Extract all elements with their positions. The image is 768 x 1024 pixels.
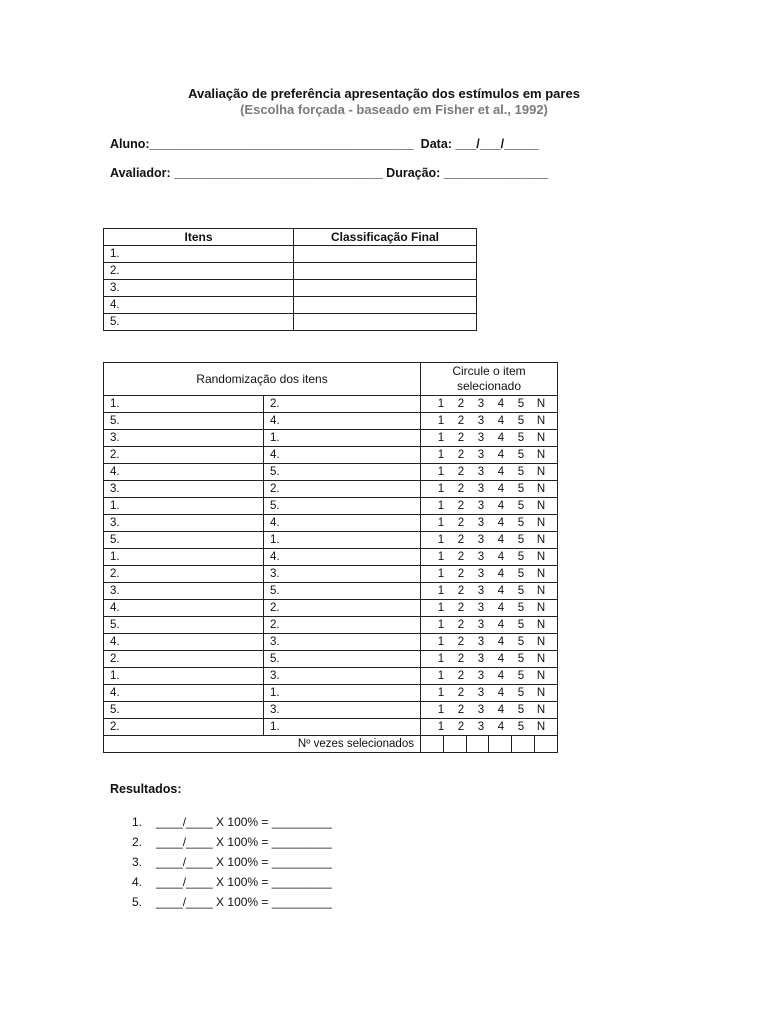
choice-option[interactable]: 5 xyxy=(517,534,525,546)
choice-option[interactable]: 4 xyxy=(497,398,505,410)
choice-option[interactable]: 1 xyxy=(437,670,445,682)
choice-option[interactable]: 4 xyxy=(497,517,505,529)
choice-cell xyxy=(420,481,557,498)
page-subtitle: (Escolha forçada - baseado em Fisher et al., 1992) xyxy=(240,102,548,117)
pair-row xyxy=(104,685,558,702)
pair-left-item: 4. xyxy=(104,464,264,481)
choice-option[interactable]: 1 xyxy=(437,704,445,716)
choice-option[interactable]: 4 xyxy=(497,653,505,665)
pair-right-item: 4. xyxy=(263,549,420,566)
choice-option[interactable]: 2 xyxy=(457,568,465,580)
pair-left-item: 4. xyxy=(104,685,264,702)
choice-option[interactable]: 3 xyxy=(477,704,485,716)
choice-option[interactable]: 3 xyxy=(477,449,485,461)
pair-right-item: 5. xyxy=(263,498,420,515)
pair-left-item: 5. xyxy=(104,532,264,549)
choice-option[interactable]: 2 xyxy=(457,551,465,563)
choice-option[interactable]: 5 xyxy=(517,415,525,427)
choice-option[interactable]: 3 xyxy=(477,670,485,682)
pair-row xyxy=(104,617,558,634)
result-formula[interactable]: ____/____ X 100% = _________ xyxy=(156,815,332,829)
choice-cell xyxy=(420,532,557,549)
pair-right-item: 1. xyxy=(263,430,420,447)
classification-cell[interactable] xyxy=(294,297,477,314)
choice-option[interactable]: 1 xyxy=(437,466,445,478)
choice-option[interactable]: 1 xyxy=(437,585,445,597)
classification-cell[interactable] xyxy=(294,280,477,297)
pair-right-item: 2. xyxy=(263,600,420,617)
choice-option[interactable]: 1 xyxy=(437,721,445,733)
pair-right-item: 5. xyxy=(263,464,420,481)
choice-options xyxy=(421,719,557,735)
choice-option[interactable]: 1 xyxy=(437,653,445,665)
choice-option[interactable]: 5 xyxy=(517,704,525,716)
choice-option[interactable]: 4 xyxy=(497,687,505,699)
choice-options xyxy=(421,702,557,718)
choice-option[interactable]: 3 xyxy=(477,517,485,529)
choice-option[interactable]: N xyxy=(536,602,546,614)
choice-option[interactable]: 5 xyxy=(517,568,525,580)
choice-option[interactable]: 3 xyxy=(477,551,485,563)
choice-options xyxy=(421,668,557,684)
pair-right-item: 1. xyxy=(263,685,420,702)
pair-right-item: 3. xyxy=(263,702,420,719)
choice-options xyxy=(421,481,557,497)
item-number[interactable]: 1. xyxy=(104,246,294,263)
choice-option[interactable]: 4 xyxy=(497,704,505,716)
choice-cell xyxy=(420,413,557,430)
choice-option[interactable]: 5 xyxy=(517,483,525,495)
choice-option[interactable]: 4 xyxy=(497,602,505,614)
choice-option[interactable]: 1 xyxy=(437,619,445,631)
result-formula[interactable]: ____/____ X 100% = _________ xyxy=(156,875,332,889)
items-table-row xyxy=(104,297,477,314)
choice-options xyxy=(421,549,557,565)
tally-box[interactable] xyxy=(512,736,535,753)
choice-cell xyxy=(420,430,557,447)
choice-options xyxy=(421,498,557,514)
choice-option[interactable]: 1 xyxy=(437,568,445,580)
items-table-row xyxy=(104,280,477,297)
choice-option[interactable]: N xyxy=(536,500,546,512)
result-number: 2. xyxy=(132,835,143,849)
pair-left-item: 5. xyxy=(104,617,264,634)
choice-options xyxy=(421,532,557,548)
choice-options xyxy=(421,617,557,633)
choice-cell xyxy=(420,651,557,668)
choice-option[interactable]: 3 xyxy=(477,653,485,665)
choice-option[interactable]: 2 xyxy=(457,653,465,665)
pair-left-item: 3. xyxy=(104,515,264,532)
choice-option[interactable]: 5 xyxy=(517,602,525,614)
choice-option[interactable]: N xyxy=(536,636,546,648)
choice-option[interactable]: 3 xyxy=(477,636,485,648)
choice-option[interactable]: 5 xyxy=(517,670,525,682)
pair-left-item: 5. xyxy=(104,413,264,430)
choice-option[interactable]: 2 xyxy=(457,483,465,495)
item-number[interactable]: 3. xyxy=(104,280,294,297)
results-heading: Resultados: xyxy=(110,782,182,796)
items-table xyxy=(103,228,477,331)
result-number: 5. xyxy=(132,895,143,909)
result-number: 4. xyxy=(132,875,143,889)
choice-option[interactable]: 4 xyxy=(497,619,505,631)
evaluator-duration-line[interactable]: Avaliador: ______________________________ Duração: _______________ xyxy=(110,166,549,180)
pair-right-item: 1. xyxy=(263,719,420,736)
choice-options xyxy=(421,651,557,667)
classification-cell[interactable] xyxy=(294,246,477,263)
choice-option[interactable]: 4 xyxy=(497,500,505,512)
classification-cell[interactable] xyxy=(294,263,477,280)
pair-left-item: 3. xyxy=(104,481,264,498)
choice-option[interactable]: 1 xyxy=(437,398,445,410)
randomization-header: Randomização dos itens xyxy=(104,363,421,396)
pair-left-item: 1. xyxy=(104,498,264,515)
choice-option[interactable]: 2 xyxy=(457,636,465,648)
choice-option[interactable]: 4 xyxy=(497,483,505,495)
choice-option[interactable]: 4 xyxy=(497,551,505,563)
pair-row xyxy=(104,413,558,430)
choice-option[interactable]: 2 xyxy=(457,585,465,597)
choice-cell xyxy=(420,464,557,481)
choice-option[interactable]: 3 xyxy=(477,687,485,699)
pair-right-item: 2. xyxy=(263,617,420,634)
choice-option[interactable]: 4 xyxy=(497,636,505,648)
result-item xyxy=(132,832,332,852)
result-formula[interactable]: ____/____ X 100% = _________ xyxy=(156,835,332,849)
result-item xyxy=(132,892,332,912)
choice-cell xyxy=(420,549,557,566)
pair-left-item: 5. xyxy=(104,702,264,719)
choice-option[interactable]: N xyxy=(536,551,546,563)
choice-option[interactable]: N xyxy=(536,721,546,733)
items-table-row xyxy=(104,314,477,331)
tally-box[interactable] xyxy=(489,736,512,753)
choice-option[interactable]: 5 xyxy=(517,517,525,529)
pair-row xyxy=(104,498,558,515)
choice-option[interactable]: 4 xyxy=(497,585,505,597)
items-table-row xyxy=(104,263,477,280)
times-selected-label: Nº vezes selecionados xyxy=(104,736,421,753)
choice-option[interactable]: 2 xyxy=(457,619,465,631)
pair-row xyxy=(104,566,558,583)
pair-left-item: 1. xyxy=(104,549,264,566)
pair-row xyxy=(104,396,558,413)
tally-box[interactable] xyxy=(466,736,489,753)
pair-row xyxy=(104,532,558,549)
pair-left-item: 2. xyxy=(104,651,264,668)
choice-option[interactable]: 3 xyxy=(477,398,485,410)
pair-left-item: 2. xyxy=(104,719,264,736)
choice-option[interactable]: 3 xyxy=(477,568,485,580)
pair-row xyxy=(104,600,558,617)
choice-option[interactable]: 3 xyxy=(477,585,485,597)
pair-row xyxy=(104,583,558,600)
choice-option[interactable]: 3 xyxy=(477,415,485,427)
choice-option[interactable]: 5 xyxy=(517,398,525,410)
pair-row xyxy=(104,668,558,685)
choice-options xyxy=(421,396,557,412)
choice-option[interactable]: 3 xyxy=(477,500,485,512)
choice-option[interactable]: N xyxy=(536,415,546,427)
choice-option[interactable]: 2 xyxy=(457,687,465,699)
choice-option[interactable]: 2 xyxy=(457,670,465,682)
pair-right-item: 5. xyxy=(263,583,420,600)
choice-option[interactable]: 2 xyxy=(457,704,465,716)
result-item xyxy=(132,872,332,892)
choice-option[interactable]: 5 xyxy=(517,466,525,478)
tally-box[interactable] xyxy=(535,736,558,753)
choice-option[interactable]: N xyxy=(536,432,546,444)
choice-option[interactable]: N xyxy=(536,449,546,461)
pair-left-item: 4. xyxy=(104,634,264,651)
choice-option[interactable]: 4 xyxy=(497,466,505,478)
result-item xyxy=(132,852,332,872)
choice-option[interactable]: 3 xyxy=(477,721,485,733)
choice-options xyxy=(421,685,557,701)
choice-options xyxy=(421,515,557,531)
pair-row xyxy=(104,481,558,498)
pair-right-item: 3. xyxy=(263,634,420,651)
pair-left-item: 3. xyxy=(104,430,264,447)
choice-option[interactable]: 5 xyxy=(517,551,525,563)
pair-row xyxy=(104,634,558,651)
choice-option[interactable]: 4 xyxy=(497,534,505,546)
choice-option[interactable]: 1 xyxy=(437,500,445,512)
pair-left-item: 2. xyxy=(104,566,264,583)
items-table-row xyxy=(104,246,477,263)
pair-right-item: 4. xyxy=(263,413,420,430)
choice-cell xyxy=(420,447,557,464)
choice-option[interactable]: 1 xyxy=(437,483,445,495)
choice-option[interactable]: 2 xyxy=(457,398,465,410)
choice-options xyxy=(421,447,557,463)
choice-option[interactable]: N xyxy=(536,517,546,529)
pair-right-item: 1. xyxy=(263,532,420,549)
pair-right-item: 2. xyxy=(263,396,420,413)
choice-option[interactable]: N xyxy=(536,670,546,682)
pair-row xyxy=(104,549,558,566)
choice-option[interactable]: 1 xyxy=(437,687,445,699)
choice-cell xyxy=(420,583,557,600)
choice-cell xyxy=(420,396,557,413)
choice-option[interactable]: 5 xyxy=(517,636,525,648)
choice-option[interactable]: 1 xyxy=(437,517,445,529)
choice-option[interactable]: N xyxy=(536,466,546,478)
choice-option[interactable]: 1 xyxy=(437,415,445,427)
classification-cell[interactable] xyxy=(294,314,477,331)
choice-option[interactable]: 1 xyxy=(437,602,445,614)
pair-row xyxy=(104,702,558,719)
choice-option[interactable]: N xyxy=(536,687,546,699)
choice-cell xyxy=(420,600,557,617)
choice-option[interactable]: N xyxy=(536,585,546,597)
choice-option[interactable]: 3 xyxy=(477,483,485,495)
choice-options xyxy=(421,464,557,480)
choice-cell xyxy=(420,498,557,515)
pair-left-item: 2. xyxy=(104,447,264,464)
result-number: 3. xyxy=(132,855,143,869)
choice-option[interactable]: 5 xyxy=(517,687,525,699)
choice-options xyxy=(421,583,557,599)
pair-right-item: 3. xyxy=(263,566,420,583)
pair-row xyxy=(104,515,558,532)
choice-option[interactable]: 4 xyxy=(497,721,505,733)
choice-option[interactable]: 4 xyxy=(497,432,505,444)
choice-option[interactable]: 5 xyxy=(517,449,525,461)
pair-row xyxy=(104,464,558,481)
choice-option[interactable]: N xyxy=(536,704,546,716)
tally-box[interactable] xyxy=(443,736,466,753)
choice-options xyxy=(421,430,557,446)
choice-cell xyxy=(420,515,557,532)
choice-option[interactable]: 5 xyxy=(517,619,525,631)
pair-right-item: 5. xyxy=(263,651,420,668)
choice-option[interactable]: 5 xyxy=(517,653,525,665)
choice-option[interactable]: 2 xyxy=(457,721,465,733)
result-formula[interactable]: ____/____ X 100% = _________ xyxy=(156,895,332,909)
choice-option[interactable]: 2 xyxy=(457,449,465,461)
choice-cell xyxy=(420,685,557,702)
choice-cell xyxy=(420,719,557,736)
pair-right-item: 4. xyxy=(263,447,420,464)
page-title: Avaliação de preferência apresentação dos estímulos em pares xyxy=(188,86,580,101)
choice-option[interactable]: 2 xyxy=(457,534,465,546)
choice-option[interactable]: N xyxy=(536,534,546,546)
pair-row xyxy=(104,651,558,668)
choice-option[interactable]: 5 xyxy=(517,721,525,733)
results-list xyxy=(132,812,332,912)
choice-option[interactable]: 4 xyxy=(497,568,505,580)
choice-option[interactable]: N xyxy=(536,619,546,631)
choice-option[interactable]: N xyxy=(536,398,546,410)
choice-option[interactable]: 3 xyxy=(477,619,485,631)
result-item xyxy=(132,812,332,832)
choice-option[interactable]: 2 xyxy=(457,517,465,529)
choice-option[interactable]: 1 xyxy=(437,534,445,546)
tally-box[interactable] xyxy=(420,736,443,753)
classification-column-header: Classificação Final xyxy=(294,229,477,246)
choice-option[interactable]: 1 xyxy=(437,432,445,444)
choice-option[interactable]: 3 xyxy=(477,466,485,478)
choice-option[interactable]: 3 xyxy=(477,534,485,546)
choice-option[interactable]: 5 xyxy=(517,432,525,444)
student-date-line[interactable]: Aluno:______________________________________ Data: ___/___/_____ xyxy=(110,137,539,151)
choice-option[interactable]: 1 xyxy=(437,551,445,563)
choice-option[interactable]: 2 xyxy=(457,500,465,512)
choice-option[interactable]: 1 xyxy=(437,636,445,648)
choice-option[interactable]: 5 xyxy=(517,500,525,512)
choice-option[interactable]: 4 xyxy=(497,415,505,427)
choice-option[interactable]: 2 xyxy=(457,432,465,444)
item-number[interactable]: 5. xyxy=(104,314,294,331)
pair-right-item: 3. xyxy=(263,668,420,685)
pair-left-item: 4. xyxy=(104,600,264,617)
choice-option[interactable]: 2 xyxy=(457,415,465,427)
choice-option[interactable]: N xyxy=(536,653,546,665)
pair-left-item: 1. xyxy=(104,396,264,413)
choice-cell xyxy=(420,668,557,685)
choice-cell xyxy=(420,617,557,634)
choice-option[interactable]: 5 xyxy=(517,585,525,597)
choice-option[interactable]: 2 xyxy=(457,602,465,614)
choice-option[interactable]: 2 xyxy=(457,466,465,478)
choice-cell xyxy=(420,634,557,651)
pair-row xyxy=(104,447,558,464)
choice-options xyxy=(421,634,557,650)
items-column-header: Itens xyxy=(104,229,294,246)
choice-option[interactable]: 1 xyxy=(437,449,445,461)
pair-row xyxy=(104,719,558,736)
tally-row xyxy=(104,736,558,753)
choice-option[interactable]: N xyxy=(536,483,546,495)
circle-item-header: Circule o item selecionado xyxy=(420,363,557,396)
pair-left-item: 1. xyxy=(104,668,264,685)
pair-right-item: 2. xyxy=(263,481,420,498)
choice-option[interactable]: N xyxy=(536,568,546,580)
choice-option[interactable]: 3 xyxy=(477,432,485,444)
pair-left-item: 3. xyxy=(104,583,264,600)
result-formula[interactable]: ____/____ X 100% = _________ xyxy=(156,855,332,869)
pair-right-item: 4. xyxy=(263,515,420,532)
pair-row xyxy=(104,430,558,447)
choice-cell xyxy=(420,566,557,583)
randomization-table xyxy=(103,362,558,753)
choice-options xyxy=(421,413,557,429)
choice-options xyxy=(421,600,557,616)
item-number[interactable]: 2. xyxy=(104,263,294,280)
result-number: 1. xyxy=(132,815,143,829)
choice-cell xyxy=(420,702,557,719)
choice-option[interactable]: 3 xyxy=(477,602,485,614)
choice-option[interactable]: 4 xyxy=(497,670,505,682)
choice-option[interactable]: 4 xyxy=(497,449,505,461)
item-number[interactable]: 4. xyxy=(104,297,294,314)
choice-options xyxy=(421,566,557,582)
